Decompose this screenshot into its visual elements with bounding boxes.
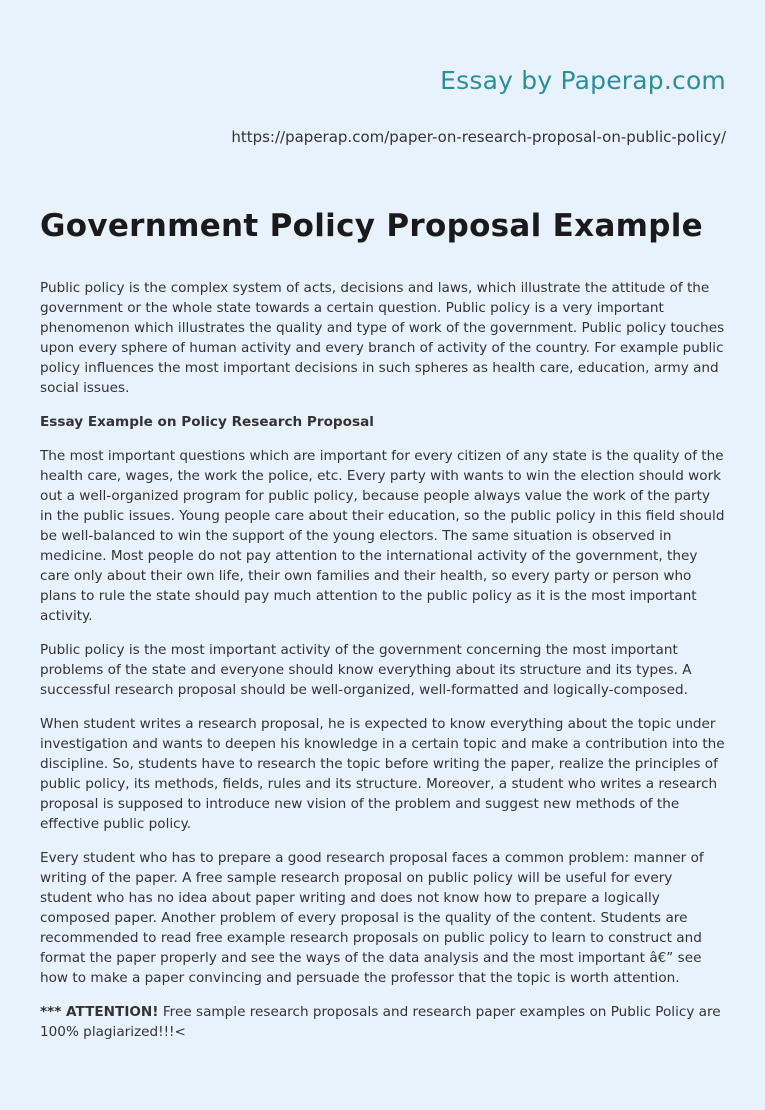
section-subheading: Essay Example on Policy Research Proposal (40, 414, 374, 430)
attention-text: Free sample research proposals and research paper examples on Public Policy are 100% plagiarized!!!< (40, 1004, 721, 1040)
source-url-link[interactable]: https://paperap.com/paper-on-research-proposal-on-public-policy/ (231, 128, 726, 146)
attention-label: *** ATTENTION! (40, 1004, 159, 1020)
essay-body (40, 278, 726, 1056)
page-title: Government Policy Proposal Example (40, 208, 704, 244)
paragraph-intro: Public policy is the complex system of acts, decisions and laws, which illustrate the attitude of the government or the whole state towards a certain question. Public policy is a very important phenomenon which illustrates the quality and type of work of the government. Public policy touches upon every sphere of human activity and every branch of activity of the country. For example public policy influences the most important decisions in such spheres as health care, education, army and social issues. (40, 280, 725, 396)
brand-link[interactable]: Essay by Paperap.com (440, 66, 726, 95)
attention-notice (40, 1002, 726, 1042)
document-page (40, 0, 726, 1110)
paragraph-activity: Public policy is the most important activity of the government concerning the most important problems of the state and everyone should know everything about its structure and its types. A successful research proposal should be well-organized, well-formatted and logically-composed. (40, 642, 692, 698)
paragraph-problem: Every student who has to prepare a good research proposal faces a common problem: manner of writing of the paper. A free sample research proposal on public policy will be useful for every student who has no idea about paper writing and does not know how to prepare a logically composed paper. Another problem of every proposal is the quality of the content. Students are recommended to read free example research proposals on public policy to learn to construct and format the paper properly and see the ways of the data analysis and the most important â€” see how to make a paper convincing and persuade the professor that the topic is worth attention. (40, 850, 704, 986)
paragraph-citizens: The most important questions which are important for every citizen of any state is the quality of the health care, wages, the work the police, etc. Every party with wants to win the election should work out a well-organized program for public policy, because people always value the work of the party in the public issues. Young people care about their education, so the public policy in this field should be well-balanced to win the support of the young electors. The same situation is observed in medicine. Most people do not pay attention to the international activity of the government, they care only about their own life, their own families and their health, so every party or person who plans to rule the state should pay much attention to the public policy as it is the most important activity. (40, 448, 725, 624)
paragraph-student: When student writes a research proposal, he is expected to know everything about the topic under investigation and wants to deepen his knowledge in a certain topic and make a contribution into the discipline. So, students have to research the topic before writing the paper, realize the principles of public policy, its methods, fields, rules and its structure. Moreover, a student who writes a research proposal is supposed to introduce new vision of the problem and suggest new methods of the effective public policy. (40, 716, 725, 832)
